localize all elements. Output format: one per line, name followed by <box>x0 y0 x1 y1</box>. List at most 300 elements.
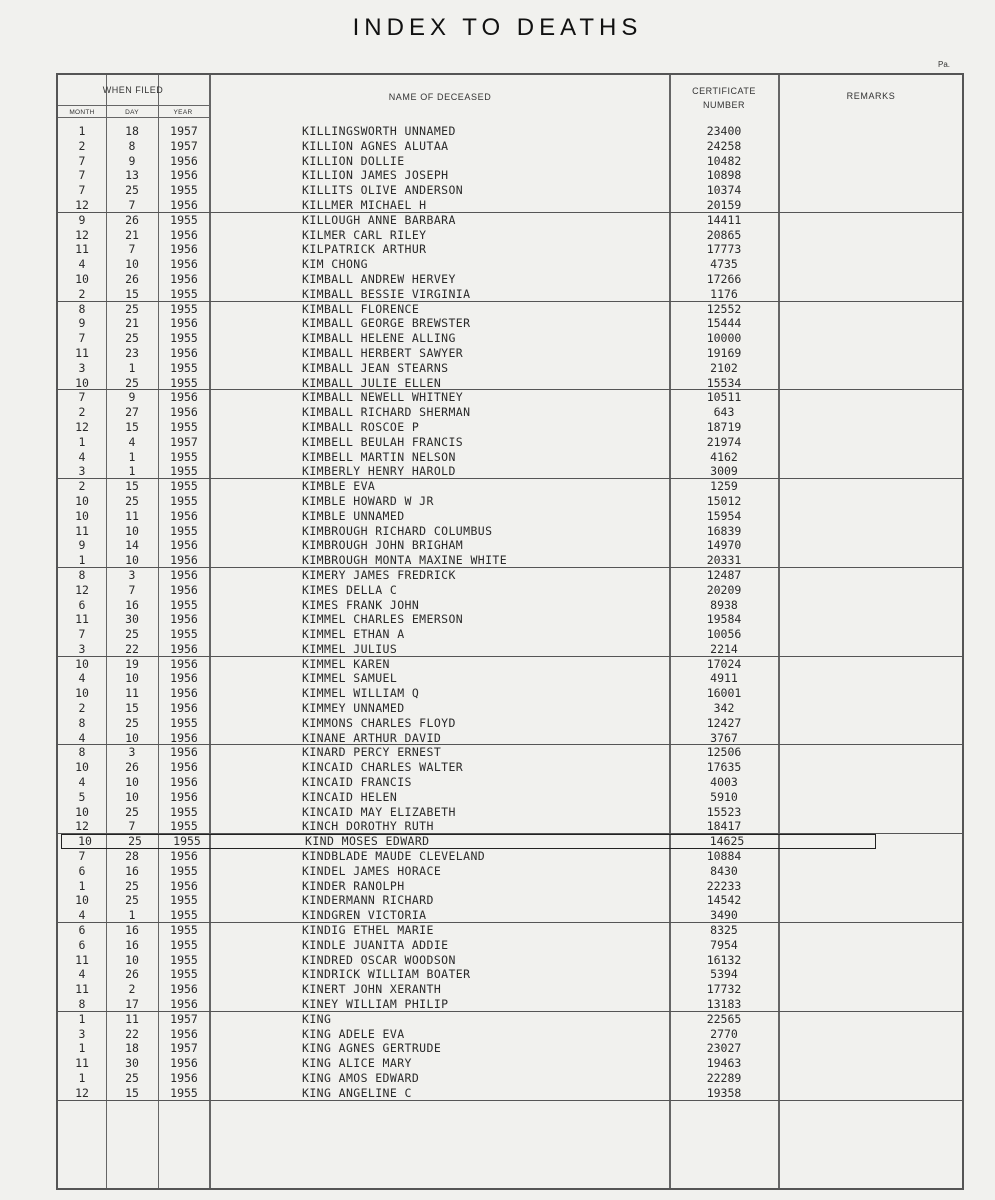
cell-name: KIND MOSES EDWARD <box>305 834 430 849</box>
cell-name: KINCAID CHARLES WALTER <box>302 760 464 775</box>
cell-year: 1955 <box>170 523 198 538</box>
cell-day: 1 <box>128 464 136 479</box>
cell-name: KIMBALL BESSIE VIRGINIA <box>302 286 471 301</box>
cell-day: 25 <box>125 878 139 893</box>
cell-month: 12 <box>75 419 89 434</box>
table-row <box>58 686 962 701</box>
cell-name: KIMBROUGH RICHARD COLUMBUS <box>302 523 493 538</box>
cell-month: 10 <box>75 271 89 286</box>
cell-month: 1 <box>78 1011 86 1026</box>
table-row <box>58 627 962 642</box>
cell-name: KIMBERLY HENRY HAROLD <box>302 464 456 479</box>
cell-month: 8 <box>78 997 86 1012</box>
cell-name: KIMBALL FLORENCE <box>302 301 420 316</box>
cell-cert: 22565 <box>706 1011 742 1026</box>
cell-cert: 20159 <box>706 197 742 212</box>
table-row <box>58 923 962 938</box>
cell-year: 1956 <box>170 1026 198 1041</box>
cell-month: 12 <box>75 582 89 597</box>
cell-cert: 2214 <box>710 641 738 656</box>
cell-cert: 12552 <box>706 301 742 316</box>
table-row <box>58 242 962 257</box>
cell-year: 1956 <box>170 197 198 212</box>
cell-month: 10 <box>75 893 89 908</box>
cell-day: 17 <box>125 997 139 1012</box>
header-name-of-deceased: NAME OF DECEASED <box>388 92 492 102</box>
table-row <box>58 124 962 139</box>
cell-month: 9 <box>78 316 86 331</box>
cell-day: 7 <box>128 582 136 597</box>
cell-month: 10 <box>78 834 92 849</box>
cell-day: 25 <box>125 627 139 642</box>
header-month: MONTH <box>69 109 95 116</box>
cell-name: KINDRICK WILLIAM BOATER <box>302 967 471 982</box>
cell-name: KIMBROUGH MONTA MAXINE WHITE <box>302 553 508 568</box>
cell-day: 7 <box>128 197 136 212</box>
cell-name: KILLINGSWORTH UNNAMED <box>302 124 456 138</box>
cell-month: 11 <box>75 952 89 967</box>
header-day: DAY <box>125 109 139 116</box>
cell-name: KIMERY JAMES FREDRICK <box>302 567 456 582</box>
cell-year: 1956 <box>170 760 198 775</box>
cell-cert: 19584 <box>706 612 742 627</box>
cell-cert: 16001 <box>706 686 742 701</box>
cell-day: 4 <box>128 434 136 449</box>
cell-year: 1956 <box>170 227 198 242</box>
cell-name: KINARD PERCY ERNEST <box>302 745 442 760</box>
cell-year: 1957 <box>170 434 198 449</box>
cell-month: 9 <box>78 538 86 553</box>
cell-month: 11 <box>75 242 89 257</box>
cell-cert: 14970 <box>706 538 742 553</box>
cell-day: 26 <box>125 271 139 286</box>
table-row <box>58 302 962 317</box>
cell-month: 1 <box>78 1041 86 1056</box>
cell-name: KINDER RANOLPH <box>302 878 405 893</box>
cell-name: KIMBLE HOWARD W JR <box>302 493 434 508</box>
cell-day: 11 <box>125 686 139 701</box>
table-row <box>58 716 962 731</box>
cell-day: 16 <box>125 863 139 878</box>
cell-year: 1956 <box>170 997 198 1012</box>
cell-month: 1 <box>78 1071 86 1085</box>
cell-name: KING <box>302 1011 332 1026</box>
cell-year: 1955 <box>170 464 198 479</box>
cell-name: KIMBALL RICHARD SHERMAN <box>302 405 471 420</box>
cell-day: 7 <box>128 819 136 834</box>
cell-year: 1955 <box>170 819 198 834</box>
cell-month: 10 <box>75 686 89 701</box>
table-row <box>58 154 962 169</box>
cell-cert: 10000 <box>706 331 742 346</box>
table-row <box>58 376 962 391</box>
cell-cert: 12506 <box>706 745 742 760</box>
cell-month: 11 <box>75 345 89 360</box>
cell-cert: 643 <box>713 405 735 420</box>
death-record-list <box>58 124 962 1101</box>
cell-cert: 7954 <box>710 937 738 952</box>
cell-day: 15 <box>125 286 139 301</box>
cell-name: KIMMONS CHARLES FLOYD <box>302 715 456 730</box>
cell-month: 1 <box>78 124 86 138</box>
table-row <box>58 464 962 479</box>
cell-name: KINDLE JUANITA ADDIE <box>302 937 449 952</box>
cell-name: KINDGREN VICTORIA <box>302 908 427 923</box>
table-row <box>58 598 962 613</box>
cell-name: KING ANGELINE C <box>302 1085 412 1100</box>
cell-month: 1 <box>78 553 86 568</box>
cell-day: 16 <box>125 937 139 952</box>
cell-day: 18 <box>125 124 139 138</box>
cell-name: KIMBROUGH JOHN BRIGHAM <box>302 538 464 553</box>
cell-year: 1956 <box>170 257 198 272</box>
cell-name: KINDRED OSCAR WOODSON <box>302 952 456 967</box>
cell-day: 21 <box>125 316 139 331</box>
cell-cert: 8938 <box>710 597 738 612</box>
cell-cert: 16839 <box>706 523 742 538</box>
cell-day: 11 <box>125 508 139 523</box>
cell-cert: 20331 <box>706 553 742 568</box>
cell-name: KILLION AGNES ALUTAA <box>302 138 449 153</box>
cell-year: 1956 <box>170 316 198 331</box>
table-row <box>58 346 962 361</box>
cell-cert: 1176 <box>710 286 738 301</box>
cell-year: 1955 <box>170 597 198 612</box>
cell-month: 10 <box>75 375 89 390</box>
table-row <box>58 938 962 953</box>
cell-cert: 17266 <box>706 271 742 286</box>
cell-cert: 17024 <box>706 656 742 671</box>
cell-day: 22 <box>125 1026 139 1041</box>
table-row <box>58 553 962 568</box>
cell-day: 25 <box>125 493 139 508</box>
cell-cert: 19463 <box>706 1056 742 1071</box>
cell-year: 1957 <box>170 138 198 153</box>
cell-name: KIMBALL GEORGE BREWSTER <box>302 316 471 331</box>
cell-year: 1956 <box>170 745 198 760</box>
cell-cert: 22233 <box>706 878 742 893</box>
cell-month: 10 <box>75 656 89 671</box>
cell-month: 6 <box>78 863 86 878</box>
cell-name: KIM CHONG <box>302 257 368 272</box>
cell-day: 25 <box>125 183 139 198</box>
cell-day: 10 <box>125 952 139 967</box>
cell-name: KIMBALL NEWELL WHITNEY <box>302 390 464 405</box>
cell-name: KINDIG ETHEL MARIE <box>302 923 434 938</box>
cell-cert: 17635 <box>706 760 742 775</box>
cell-year: 1955 <box>170 715 198 730</box>
cell-year: 1956 <box>170 789 198 804</box>
cell-cert: 12427 <box>706 715 742 730</box>
cell-day: 27 <box>125 405 139 420</box>
cell-year: 1956 <box>170 1056 198 1071</box>
cell-day: 25 <box>125 331 139 346</box>
cell-cert: 4911 <box>710 671 738 686</box>
cell-month: 2 <box>78 701 86 716</box>
cell-name: KIMMEL KAREN <box>302 656 390 671</box>
table-row <box>58 1041 962 1056</box>
cell-month: 1 <box>78 434 86 449</box>
table-row <box>58 287 962 302</box>
cell-cert: 10056 <box>706 627 742 642</box>
cell-cert: 13183 <box>706 997 742 1012</box>
table-row <box>58 908 962 923</box>
cell-year: 1956 <box>170 538 198 553</box>
cell-month: 3 <box>78 464 86 479</box>
cell-month: 12 <box>75 197 89 212</box>
cell-name: KIMBELL MARTIN NELSON <box>302 449 456 464</box>
table-row <box>58 701 962 716</box>
cell-day: 10 <box>125 730 139 745</box>
cell-year: 1956 <box>170 553 198 568</box>
cell-month: 6 <box>78 597 86 612</box>
cell-name: KIMBALL HELENE ALLING <box>302 331 456 346</box>
death-index-ledger <box>56 73 964 1190</box>
table-row <box>58 760 962 775</box>
cell-year: 1956 <box>170 730 198 745</box>
cell-year: 1956 <box>170 153 198 168</box>
cell-name: KIMMEY UNNAMED <box>302 701 405 716</box>
cell-day: 8 <box>128 138 136 153</box>
table-row <box>58 1056 962 1071</box>
cell-year: 1956 <box>170 390 198 405</box>
table-row <box>58 524 962 539</box>
cell-month: 4 <box>78 908 86 923</box>
cell-month: 9 <box>78 212 86 227</box>
cell-day: 15 <box>125 1085 139 1100</box>
table-row <box>58 183 962 198</box>
cell-day: 25 <box>125 893 139 908</box>
cell-name: KIMMEL ETHAN A <box>302 627 405 642</box>
cell-month: 1 <box>78 878 86 893</box>
cell-year: 1956 <box>170 508 198 523</box>
cell-day: 14 <box>125 538 139 553</box>
cell-day: 10 <box>125 775 139 790</box>
cell-day: 30 <box>125 612 139 627</box>
cell-month: 7 <box>78 331 86 346</box>
cell-name: KINDERMANN RICHARD <box>302 893 434 908</box>
cell-cert: 4162 <box>710 449 738 464</box>
cell-name: KIMBALL JULIE ELLEN <box>302 375 442 390</box>
cell-cert: 2770 <box>710 1026 738 1041</box>
cell-day: 16 <box>125 923 139 938</box>
cell-day: 3 <box>128 745 136 760</box>
cell-year: 1956 <box>170 686 198 701</box>
table-row <box>58 612 962 627</box>
header-remarks: REMARKS <box>846 91 896 101</box>
cell-name: KING ADELE EVA <box>302 1026 405 1041</box>
cell-name: KINDBLADE MAUDE CLEVELAND <box>302 849 486 864</box>
cell-day: 2 <box>128 982 136 997</box>
cell-name: KIMBLE UNNAMED <box>302 508 405 523</box>
cell-month: 7 <box>78 168 86 183</box>
cell-year: 1955 <box>170 863 198 878</box>
cell-year: 1955 <box>170 375 198 390</box>
cell-name: KIMMEL SAMUEL <box>302 671 398 686</box>
cell-name: KILLITS OLIVE ANDERSON <box>302 183 464 198</box>
cell-day: 10 <box>125 671 139 686</box>
table-row <box>58 775 962 790</box>
cell-day: 26 <box>125 212 139 227</box>
cell-year: 1957 <box>170 124 198 138</box>
table-row <box>58 583 962 598</box>
cell-year: 1955 <box>170 627 198 642</box>
cell-name: KIMBALL HERBERT SAWYER <box>302 345 464 360</box>
cell-name: KILLMER MICHAEL H <box>302 197 427 212</box>
cell-name: KING ALICE MARY <box>302 1056 412 1071</box>
cell-cert: 15012 <box>706 493 742 508</box>
table-row <box>58 967 962 982</box>
cell-cert: 5910 <box>710 789 738 804</box>
cell-month: 8 <box>78 567 86 582</box>
table-row <box>58 790 962 805</box>
cell-day: 21 <box>125 227 139 242</box>
cell-year: 1955 <box>170 331 198 346</box>
cell-cert: 15444 <box>706 316 742 331</box>
cell-year: 1956 <box>170 582 198 597</box>
cell-month: 3 <box>78 360 86 375</box>
cell-year: 1956 <box>170 982 198 997</box>
table-row <box>58 1012 962 1027</box>
cell-day: 23 <box>125 345 139 360</box>
cell-month: 4 <box>78 730 86 745</box>
cell-month: 11 <box>75 1056 89 1071</box>
table-row <box>58 168 962 183</box>
cell-day: 25 <box>128 834 142 849</box>
table-row <box>58 568 962 583</box>
table-row <box>58 819 962 834</box>
cell-year: 1957 <box>170 1041 198 1056</box>
cell-month: 10 <box>75 804 89 819</box>
cell-year: 1956 <box>170 612 198 627</box>
table-row <box>58 198 962 213</box>
header-certificate-line2: NUMBER <box>702 100 745 110</box>
cell-month: 10 <box>75 508 89 523</box>
cell-month: 8 <box>78 745 86 760</box>
cell-year: 1955 <box>173 834 201 849</box>
cell-cert: 1259 <box>710 479 738 494</box>
cell-day: 1 <box>128 908 136 923</box>
cell-name: KINDEL JAMES HORACE <box>302 863 442 878</box>
cell-year: 1955 <box>170 286 198 301</box>
cell-day: 28 <box>125 849 139 864</box>
cell-month: 12 <box>75 819 89 834</box>
cell-name: KILLION JAMES JOSEPH <box>302 168 449 183</box>
table-row <box>58 864 962 879</box>
cell-cert: 19358 <box>706 1085 742 1100</box>
cell-day: 25 <box>125 804 139 819</box>
cell-day: 13 <box>125 168 139 183</box>
cell-month: 11 <box>75 612 89 627</box>
cell-cert: 21974 <box>706 434 742 449</box>
cell-month: 11 <box>75 982 89 997</box>
cell-cert: 15954 <box>706 508 742 523</box>
table-row <box>58 509 962 524</box>
cell-name: KING AMOS EDWARD <box>302 1071 420 1085</box>
cell-day: 10 <box>125 789 139 804</box>
cell-year: 1956 <box>170 242 198 257</box>
cell-cert: 17732 <box>706 982 742 997</box>
cell-year: 1956 <box>170 567 198 582</box>
cell-year: 1956 <box>170 878 198 893</box>
table-row <box>58 953 962 968</box>
cell-year: 1955 <box>170 952 198 967</box>
cell-month: 10 <box>75 493 89 508</box>
cell-month: 10 <box>75 760 89 775</box>
cell-cert: 23400 <box>706 124 742 138</box>
cell-name: KINCH DOROTHY RUTH <box>302 819 434 834</box>
cell-day: 11 <box>125 1011 139 1026</box>
when-filed-divider <box>58 105 210 106</box>
cell-name: KILPATRICK ARTHUR <box>302 242 427 257</box>
cell-cert: 16132 <box>706 952 742 967</box>
page-mark: Pa. <box>938 60 951 69</box>
page-title: INDEX TO DEATHS <box>352 14 643 41</box>
cell-cert: 10511 <box>706 390 742 405</box>
cell-name: KINCAID MAY ELIZABETH <box>302 804 456 819</box>
cell-day: 7 <box>128 242 136 257</box>
cell-year: 1957 <box>170 1011 198 1026</box>
cell-cert: 8430 <box>710 863 738 878</box>
cell-name: KIMBALL JEAN STEARNS <box>302 360 449 375</box>
cell-day: 25 <box>125 1071 139 1085</box>
cell-year: 1955 <box>170 1085 198 1100</box>
cell-year: 1956 <box>170 168 198 183</box>
cell-cert: 14411 <box>706 212 742 227</box>
cell-year: 1955 <box>170 360 198 375</box>
cell-cert: 22289 <box>706 1071 742 1085</box>
cell-cert: 15534 <box>706 375 742 390</box>
cell-name: KINEY WILLIAM PHILIP <box>302 997 449 1012</box>
cell-year: 1956 <box>170 405 198 420</box>
cell-day: 22 <box>125 641 139 656</box>
cell-year: 1955 <box>170 183 198 198</box>
cell-month: 4 <box>78 449 86 464</box>
cell-name: KILMER CARL RILEY <box>302 227 427 242</box>
cell-day: 26 <box>125 967 139 982</box>
cell-year: 1956 <box>170 701 198 716</box>
cell-year: 1955 <box>170 301 198 316</box>
table-row <box>58 805 962 820</box>
table-row <box>58 139 962 154</box>
cell-day: 15 <box>125 479 139 494</box>
cell-name: KIMBELL BEULAH FRANCIS <box>302 434 464 449</box>
table-row <box>58 435 962 450</box>
cell-cert: 5394 <box>710 967 738 982</box>
cell-month: 4 <box>78 775 86 790</box>
cell-day: 1 <box>128 449 136 464</box>
table-row <box>58 331 962 346</box>
cell-cert: 23027 <box>706 1041 742 1056</box>
cell-month: 2 <box>78 138 86 153</box>
cell-cert: 10374 <box>706 183 742 198</box>
cell-month: 4 <box>78 257 86 272</box>
cell-cert: 3767 <box>710 730 738 745</box>
table-row <box>58 671 962 686</box>
cell-cert: 342 <box>713 701 735 716</box>
cell-month: 6 <box>78 923 86 938</box>
cell-name: KIMMEL WILLIAM Q <box>302 686 420 701</box>
table-row <box>58 1027 962 1042</box>
table-row <box>58 361 962 376</box>
header-certificate-number <box>670 84 778 112</box>
cell-day: 3 <box>128 567 136 582</box>
cell-cert: 20865 <box>706 227 742 242</box>
cell-cert: 17773 <box>706 242 742 257</box>
cell-year: 1956 <box>170 345 198 360</box>
cell-name: KIMBALL ANDREW HERVEY <box>302 271 456 286</box>
cell-day: 9 <box>128 153 136 168</box>
